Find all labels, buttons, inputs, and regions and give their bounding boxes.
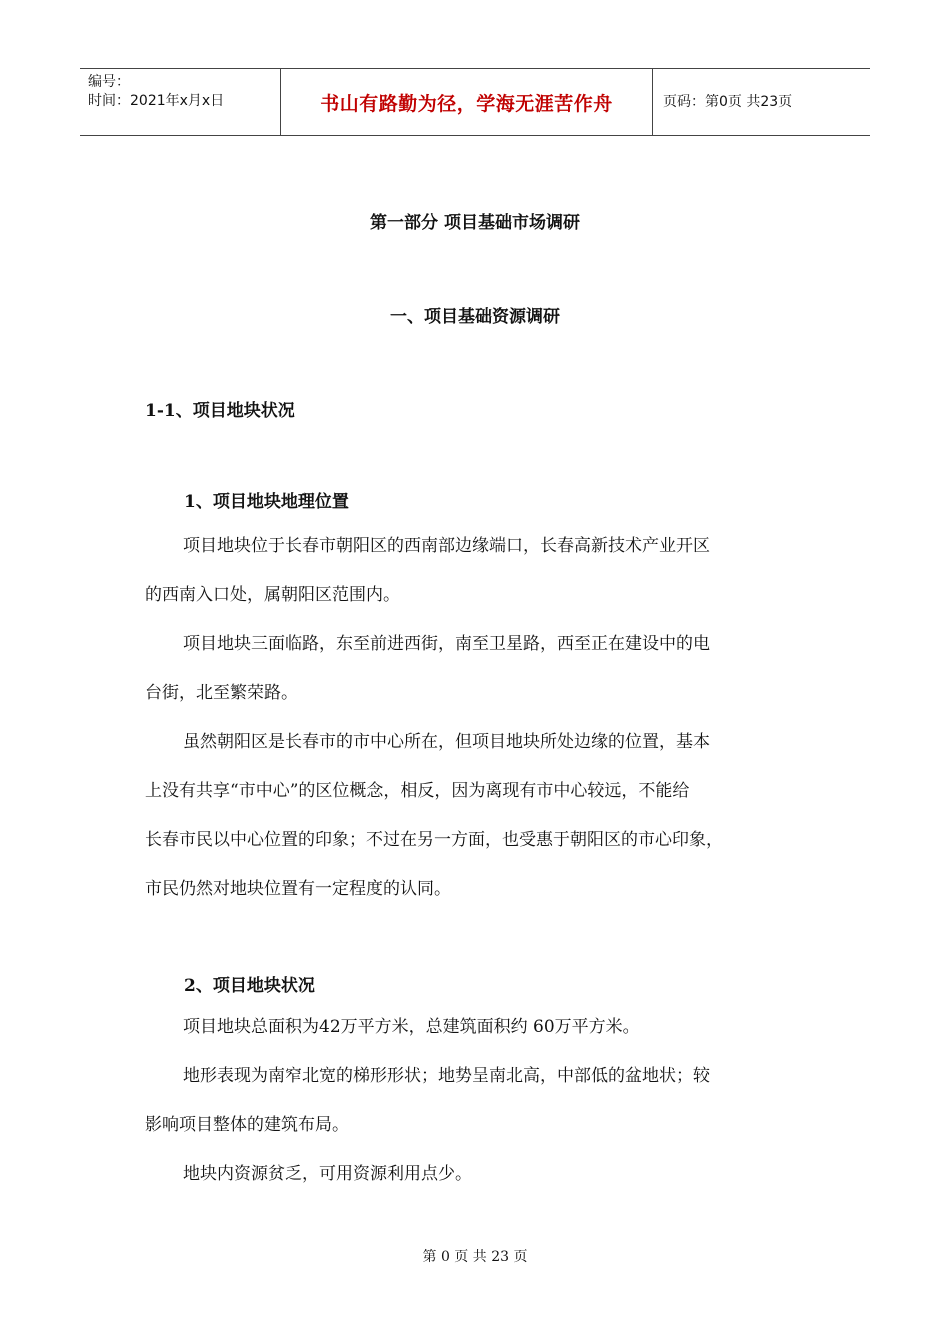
header-page-cell bbox=[653, 69, 870, 135]
page-footer: 第 0 页 共 23 页 bbox=[422, 1249, 528, 1265]
document-date: 时间：2021年x月x日 bbox=[88, 93, 225, 109]
paragraph-line: 的西南入口处，属朝阳区范围内。 bbox=[145, 585, 400, 605]
paragraph-line: 地块内资源贫乏，可用资源利用点少。 bbox=[183, 1164, 472, 1184]
header-motto-cell bbox=[281, 69, 653, 135]
subsection-title: 1-1、项目地块状况 bbox=[145, 401, 295, 421]
paragraph-line: 项目地块三面临路，东至前进西街，南至卫星路，西至正在建设中的电 bbox=[183, 634, 710, 654]
paragraph-location bbox=[145, 522, 825, 914]
paragraph-line: 上没有共享“市中心”的区位概念，相反，因为离现有市中心较远，不能给 bbox=[145, 781, 690, 801]
header-motto: 书山有路勤为径，学海无涯苦作舟 bbox=[320, 92, 613, 115]
paragraph-line: 长春市民以中心位置的印象；不过在另一方面，也受惠于朝阳区的市心印象， bbox=[145, 830, 723, 850]
paragraph-line: 地形表现为南窄北宽的梯形形状；地势呈南北高，中部低的盆地状；较 bbox=[183, 1066, 710, 1086]
paragraph-line: 虽然朝阳区是长春市的市中心所在，但项目地块所处边缘的位置，基本 bbox=[183, 732, 710, 752]
section-title: 一、项目基础资源调研 bbox=[390, 307, 560, 327]
heading-location: 1、项目地块地理位置 bbox=[184, 492, 349, 512]
paragraph-line: 台街，北至繁荣路。 bbox=[145, 683, 298, 703]
header-meta-cell bbox=[80, 69, 281, 135]
paragraph-line: 项目地块位于长春市朝阳区的西南部边缘端口，长春高新技术产业开区 bbox=[183, 536, 710, 556]
document-header bbox=[80, 68, 870, 136]
document-number-label: 编号： bbox=[88, 74, 130, 90]
part-title: 第一部分 项目基础市场调研 bbox=[370, 213, 580, 233]
heading-condition: 2、项目地块状况 bbox=[184, 976, 315, 996]
paragraph-line: 项目地块总面积为42万平方米，总建筑面积约 60万平方米。 bbox=[183, 1017, 640, 1037]
paragraph-line: 市民仍然对地块位置有一定程度的认同。 bbox=[145, 879, 451, 899]
paragraph-condition bbox=[145, 1003, 825, 1199]
paragraph-line: 影响项目整体的建筑布局。 bbox=[145, 1115, 349, 1135]
header-page-info: 页码：第0页 共23页 bbox=[663, 93, 793, 110]
